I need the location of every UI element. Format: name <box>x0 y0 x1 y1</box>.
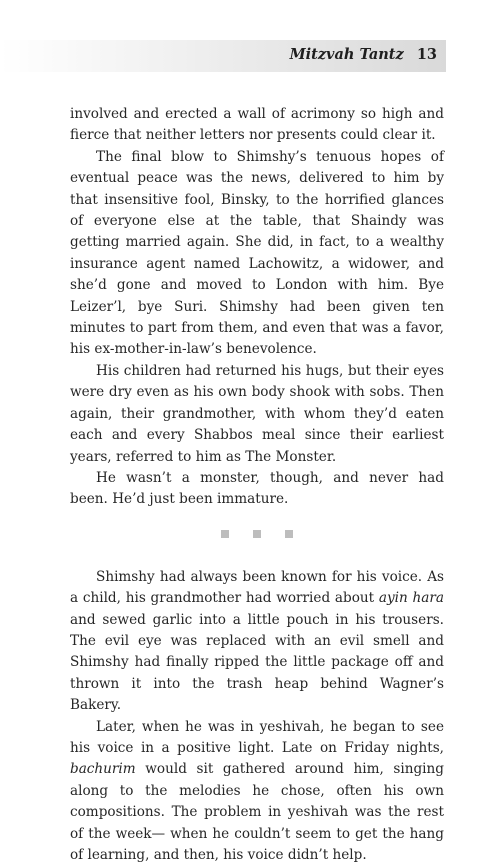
paragraph-text: would sit gathered around him, singing along to the melodies he chose, often his own compositions. The problem in yeshivah was the rest of the week— when he couldn’t seem to get the hang of learning, and then, his voice didn’t help. <box>70 761 444 863</box>
page-body <box>70 104 444 866</box>
book-title: Mitzvah Tantz <box>289 46 404 63</box>
paragraph: His children had returned his hugs, but their eyes were dry even as his own body shook with sobs. Then again, their grandmother, with whom they’d eaten each and every Shabbos meal since their earliest years, referred to him as The Monster. <box>70 362 444 465</box>
paragraph: involved and erected a wall of acrimony so high and fierce that neither letters nor presents could clear it. <box>70 106 444 144</box>
section-break-square <box>253 530 261 538</box>
section-break <box>70 521 444 547</box>
running-header <box>290 44 437 66</box>
paragraph-text: Later, when he was in yeshivah, he began to see his voice in a positive light. Late on Friday nights, <box>70 718 444 756</box>
section-break-square <box>221 530 229 538</box>
italic-term: ayin hara <box>378 590 445 607</box>
paragraph-text: and sewed garlic into a little pouch in his trousers. The evil eye was replaced with an evil smell and Shimshy had finally ripped the little package off and thrown it into the trash heap behind Wagner’s Bakery. <box>70 611 444 714</box>
page-number: 13 <box>416 46 437 63</box>
paragraph <box>70 567 444 717</box>
paragraph: The final blow to Shimshy’s tenuous hopes of eventual peace was the news, delivered to him by that insensitive fool, Binsky, to the horrified glances of everyone else at the table, that Shaindy was getting married again. She did, in fact, to a wealthy insurance agent named Lachowitz, a widower, and she’d gone and moved to London with him. Bye Leizer’l, bye Suri. Shimshy had been given ten minutes to part from them, and even that was a favor, his ex-mother-in-law’s benevolence. <box>70 148 444 358</box>
paragraph-text: Shimshy had always been known for his voice. As a child, his grandmother had worried about <box>70 568 444 607</box>
paragraph: He wasn’t a monster, though, and never had been. He’d just been immature. <box>70 469 444 508</box>
section-break-square <box>285 530 293 538</box>
paragraph <box>70 717 444 866</box>
italic-term: bachurim <box>70 761 136 778</box>
